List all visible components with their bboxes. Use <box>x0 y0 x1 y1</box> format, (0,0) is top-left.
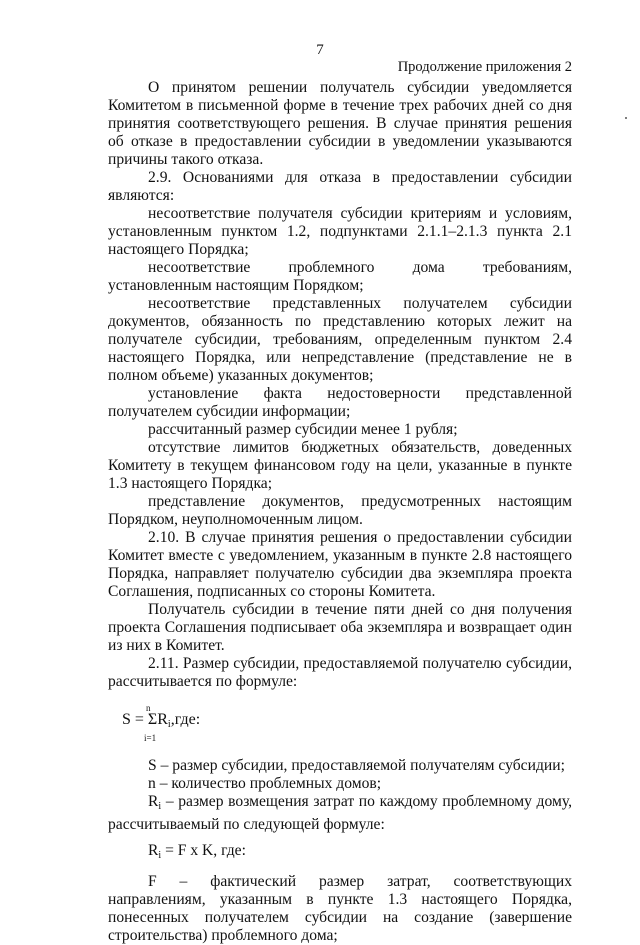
cost-formula <box>108 842 572 865</box>
definition-symbol-subscript: i <box>158 801 162 812</box>
cost-formula-rest: = F x K, где: <box>161 842 246 859</box>
formula-term-subscript: i <box>167 719 171 730</box>
formula-tail: ,где: <box>170 711 201 728</box>
list-item: рассчитанный размер субсидии менее 1 рубля; <box>148 421 458 438</box>
formula-expression <box>122 711 200 734</box>
subsidy-formula <box>108 693 572 749</box>
sum-upper-limit: n <box>146 703 151 713</box>
list-item: установление факта недостоверности представленной получателем субсидии информации; <box>108 385 572 420</box>
paragraph: 2.11. Размер субсидии, предоставляемой получателю субсидии, рассчитывается по формуле: <box>108 655 572 690</box>
document-body <box>108 79 572 945</box>
paragraph: 2.9. Основаниями для отказа в предоставлении субсидии являются: <box>108 169 572 204</box>
sum-sign: Σ <box>147 711 158 728</box>
definition <box>108 793 572 834</box>
cost-formula-symbol: R <box>148 842 159 859</box>
formula-lhs: S = <box>122 711 148 728</box>
cost-formula-subscript: i <box>158 850 162 861</box>
sum-lower-limit: i=1 <box>144 733 157 743</box>
appendix-continuation-label: Продолжение приложения 2 <box>397 59 572 75</box>
list-item: несоответствие получателя субсидии критериям и условиям, установленным пунктом 1.2, подпунктами 2.1.1–2.1.3 пункта 2.1 настоящего Порядка; <box>108 205 572 258</box>
paragraph: 2.10. В случае принятия решения о предоставлении субсидии Комитет вместе с уведомлением, указанным в пункте 2.8 настоящего Порядка, направляет получателю субсидии два экземпляра проекта Соглашения, подписанных со стороны Комитета. <box>108 529 572 600</box>
scan-speck <box>625 117 627 119</box>
definition: F – фактический размер затрат, соответствующих направлениям, указанным в пункте 1.3 настоящего Порядка, понесенных получателем субсидии на создание (завершение строительства) проблемного дома; <box>108 873 572 944</box>
definition: S – размер субсидии, предоставляемой получателям субсидии; <box>148 757 565 774</box>
list-item: несоответствие представленных получателем субсидии документов, обязанность по представлению которых лежит на получателе субсидии, требованиям, определенным пунктом 2.4 настоящего Порядка, или непредставление (представление не в полном объеме) указанных документов; <box>108 295 572 384</box>
definition-text: – размер возмещения затрат по каждому проблемному дому, рассчитываемый по следующей формуле: <box>108 793 572 833</box>
definition-symbol: R <box>148 793 159 810</box>
definition: n – количество проблемных домов; <box>148 775 382 792</box>
page-number: 7 <box>316 42 324 58</box>
paragraph: О принятом решении получатель субсидии уведомляется Комитетом в письменной форме в течение трех рабочих дней со дня принятия соответствующего решения. В случае принятия решения об отказе в предоставлении субсидии в уведомлении указываются причины такого отказа. <box>108 79 572 168</box>
paragraph: Получатель субсидии в течение пяти дней со дня получения проекта Соглашения подписывает оба экземпляра и возвращает один из них в Комитет. <box>108 601 572 654</box>
formula-term: R <box>157 711 168 728</box>
list-item: отсутствие лимитов бюджетных обязательств, доведенных Комитету в текущем финансовом году на цели, указанные в пункте 1.3 настоящего Порядка; <box>108 439 572 492</box>
list-item: несоответствие проблемного дома требованиям, установленным настоящим Порядком; <box>108 259 572 294</box>
list-item: представление документов, предусмотренных настоящим Порядком, неуполномоченным лицом. <box>108 493 572 528</box>
